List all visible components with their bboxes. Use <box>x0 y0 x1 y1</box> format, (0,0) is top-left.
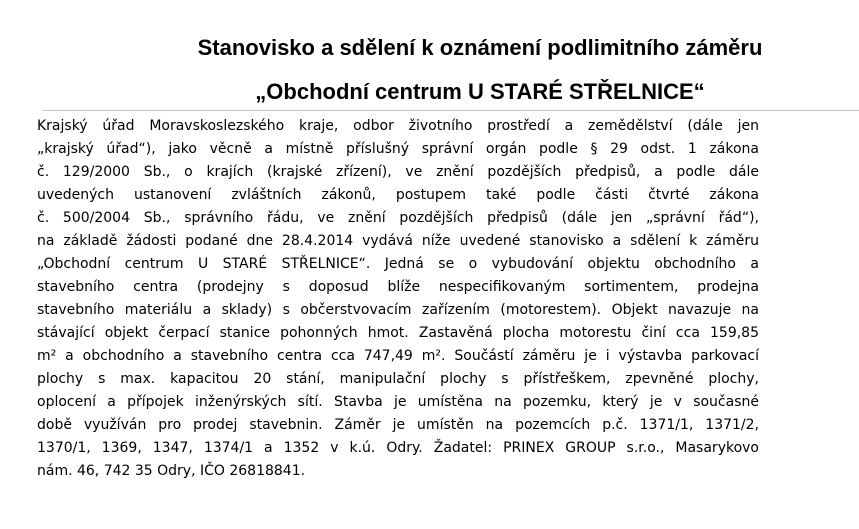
body-paragraph <box>37 115 759 483</box>
body-line: č. 500/2004 Sb., správního řádu, ve znění pozdějších předpisů (dále jen „správní řád“), <box>37 210 759 226</box>
body-line: oplocení a přípojek inženýrských sítí. Stavba je umístěna na pozemku, který je v současné <box>37 394 759 410</box>
body-line: stavebního materiálu a sklady) s občerstvovacím zařízením (motorestem). Objekt navazuje na <box>37 302 759 318</box>
body-line: stávající objekt čerpací stanice pohonných hmot. Zastavěná plocha motorestu činí cca 159,85 <box>37 325 759 341</box>
body-line: na základě žádosti podané dne 28.4.2014 vydává níže uvedené stanovisko a sdělení k záměru <box>37 233 759 249</box>
title-line-2: „Obchodní centrum U STARÉ STŘELNICE“ <box>255 79 705 104</box>
body-line: době využíván pro prodej stavebnin. Záměr je umístěn na pozemcích p.č. 1371/1, 1371/2, <box>37 417 759 433</box>
body-line: č. 129/2000 Sb., o krajích (krajské zřízení), ve znění pozdějších předpisů, a podle dále <box>37 164 759 180</box>
body-line: stavebního centra (prodejny s doposud blíže nespecifikovaným sortimentem, prodejna <box>37 279 759 295</box>
body-line: „Obchodní centrum U STARÉ STŘELNICE“. Jedná se o vybudování objektu obchodního a <box>37 256 759 272</box>
header-divider <box>42 110 859 111</box>
body-line: „krajský úřad“), jako věcně a místně příslušný správní orgán podle § 29 odst. 1 zákona <box>37 141 759 157</box>
body-line: m² a obchodního a stavebního centra cca 747,49 m². Součástí záměru je i výstavba parkovací <box>37 348 759 364</box>
body-line: plochy s max. kapacitou 20 stání, manipulační plochy s přístřeškem, zpevněné plochy, <box>37 371 759 387</box>
document-title <box>0 0 859 112</box>
body-line: 1370/1, 1369, 1347, 1374/1 a 1352 v k.ú. Odry. Žadatel: PRINEX GROUP s.r.o., Masarykovo <box>37 440 759 456</box>
body-line: uvedených ustanovení zvláštních zákonů, postupem také podle části čtvrté zákona <box>37 187 759 203</box>
body-line: nám. 46, 742 35 Odry, IČO 26818841. <box>37 463 306 479</box>
body-line: Krajský úřad Moravskoslezského kraje, odbor životního prostředí a zemědělství (dále jen <box>37 118 759 134</box>
title-line-1: Stanovisko a sdělení k oznámení podlimitního záměru <box>197 35 763 60</box>
